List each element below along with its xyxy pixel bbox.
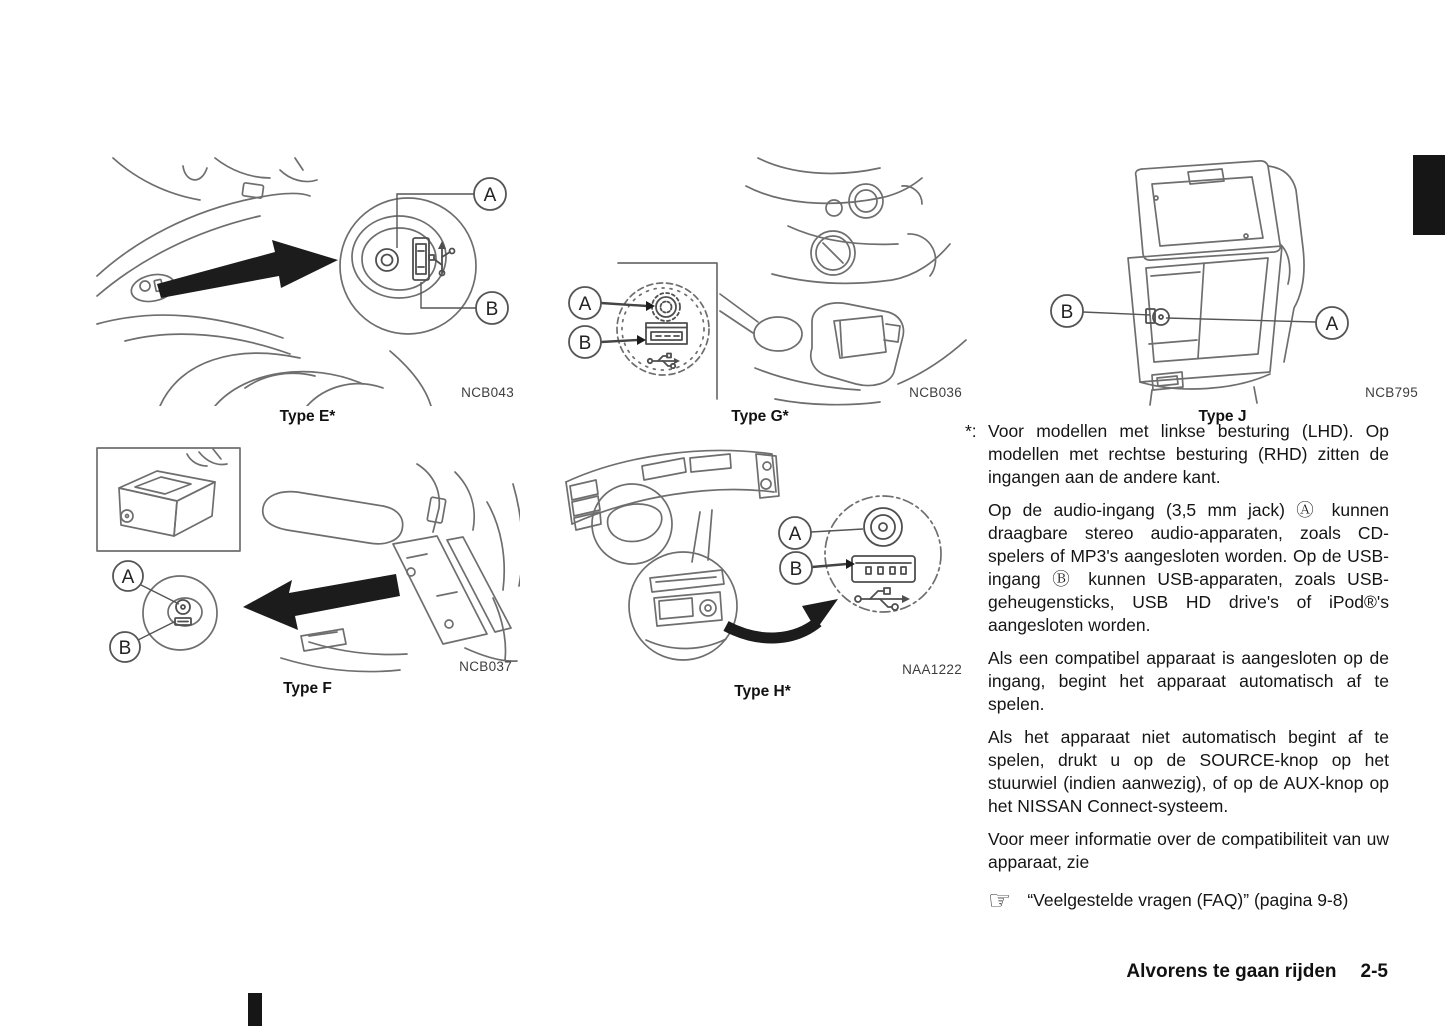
figure-code: NCB037 — [459, 659, 512, 674]
figure-caption: Type E* — [279, 408, 336, 425]
figure-code: NAA1222 — [902, 662, 962, 677]
leader-line-b — [421, 282, 476, 308]
figure-type-f — [95, 446, 520, 698]
paragraph-source-knop: Als het apparaat niet automatisch begint af te spelen, drukt u op de SOURCE-knop op het stuurwiel (indien aanwezig), of op de AUX-knop op het NISSAN Connect-systeem. — [988, 727, 1389, 816]
zoom-circle — [825, 496, 941, 612]
footnote-paragraph — [965, 420, 1389, 489]
curved-pointer-arrow — [726, 622, 818, 638]
callout-a — [474, 178, 506, 210]
diagram-type-f — [95, 446, 520, 678]
cross-reference-text: “Veelgestelde vragen (FAQ)” (pagina 9-8) — [1027, 890, 1349, 910]
paragraph-meer-informatie: Voor meer informatie over de compatibiliteit van uw apparaat, zie — [988, 829, 1389, 872]
print-registration-mark — [248, 993, 262, 1026]
footer-page-number: 2-5 — [1360, 961, 1388, 982]
usb-port-icon — [646, 323, 687, 344]
dashboard-line-art — [566, 450, 779, 564]
aux-jack-icon — [176, 600, 190, 614]
page-footer — [1126, 961, 1388, 983]
pointer-arrow — [243, 574, 400, 630]
usb-symbol-icon — [648, 354, 680, 369]
callout-a — [779, 517, 811, 549]
figure-type-g — [550, 156, 970, 426]
leader-line-a — [601, 303, 647, 306]
aux-jack-icon — [864, 508, 902, 546]
callout-label-a: A — [788, 524, 802, 545]
callout-b — [1051, 295, 1083, 327]
usb-port-icon — [413, 238, 429, 280]
leader-line-b — [1083, 312, 1150, 315]
leader-line-a — [397, 194, 474, 248]
leader-line-b — [601, 340, 638, 342]
body-text-column — [965, 420, 1389, 915]
pointing-hand-icon: ☞ — [988, 885, 1012, 915]
callout-label-a: A — [1325, 314, 1339, 335]
figure-caption: Type J — [1198, 408, 1247, 425]
zoom-circle — [340, 198, 476, 334]
callout-label-b: B — [118, 638, 132, 659]
figure-code: NCB036 — [909, 385, 962, 400]
paragraph-autoplay: Als een compatibel apparaat is aangesloten op de ingang, begint het apparaat automatisch af te spelen. — [988, 648, 1389, 714]
diagram-type-g — [550, 156, 970, 406]
callout-label-b: B — [1060, 302, 1074, 323]
callout-label-b: B — [578, 333, 592, 354]
diagram-type-e — [95, 156, 520, 406]
footnote-text: Voor modellen met linkse besturing (LHD). Op modellen met rechtse besturing (RHD) zitten de ingangen aan de andere kant. — [988, 421, 1389, 487]
leader-arrowhead-b — [637, 335, 646, 345]
figure-code: NCB795 — [1365, 385, 1418, 400]
callout-label-b: B — [789, 559, 803, 580]
callout-label-a: A — [121, 567, 135, 588]
figure-type-e — [95, 156, 520, 426]
diagram-type-j — [1030, 156, 1445, 406]
callout-label-a: A — [578, 294, 592, 315]
figure-type-h — [550, 436, 975, 701]
callout-a — [113, 561, 143, 591]
leader-line-b — [812, 564, 847, 567]
paragraph-audio-usb: Op de audio-ingang (3,5 mm jack) Ⓐ kunnen draagbare stereo audio-apparaten, zoals CD-spelers of MP3's aangesloten worden. Op de USB-ingang Ⓑ kunnen USB-apparaten, zoals USB-geheugensticks, USB HD drive's of iPod®'s aangesloten worden. — [988, 500, 1389, 635]
callout-label-a: A — [483, 185, 497, 206]
figure-code: NCB043 — [461, 385, 514, 400]
usb-port-icon — [852, 556, 915, 582]
armrest-inset-art — [97, 448, 240, 551]
figure-caption: Type G* — [731, 408, 789, 425]
leader-line-a — [1166, 318, 1316, 322]
rear-console-line-art — [263, 464, 520, 672]
callout-b — [110, 632, 140, 662]
figure-caption: Type F — [283, 680, 332, 697]
callout-b — [780, 552, 812, 584]
callout-a — [1316, 307, 1348, 339]
leader-line-a — [811, 529, 863, 532]
footer-section-title: Alvorens te gaan rijden — [1126, 961, 1337, 982]
console-line-art — [97, 158, 431, 406]
console-box-line-art — [1128, 161, 1304, 405]
leader-line-b — [136, 621, 176, 641]
figure-type-j — [1030, 156, 1445, 426]
callout-label-b: B — [485, 299, 499, 320]
dashboard-line-art — [618, 158, 966, 405]
aux-jack-icon — [376, 249, 398, 271]
figure-caption: Type H* — [734, 683, 791, 700]
leader-arrowhead-b — [846, 559, 855, 569]
magnifier-circle — [629, 552, 737, 660]
callout-b — [476, 292, 508, 324]
diagram-type-h — [550, 436, 975, 681]
callout-b — [569, 326, 601, 358]
footnote-marker: *: — [965, 421, 977, 441]
pointer-arrow — [157, 240, 338, 298]
usb-symbol-icon — [855, 588, 910, 610]
aux-jack-icon — [652, 293, 680, 321]
callout-a — [569, 287, 601, 319]
cross-reference — [965, 885, 1389, 915]
